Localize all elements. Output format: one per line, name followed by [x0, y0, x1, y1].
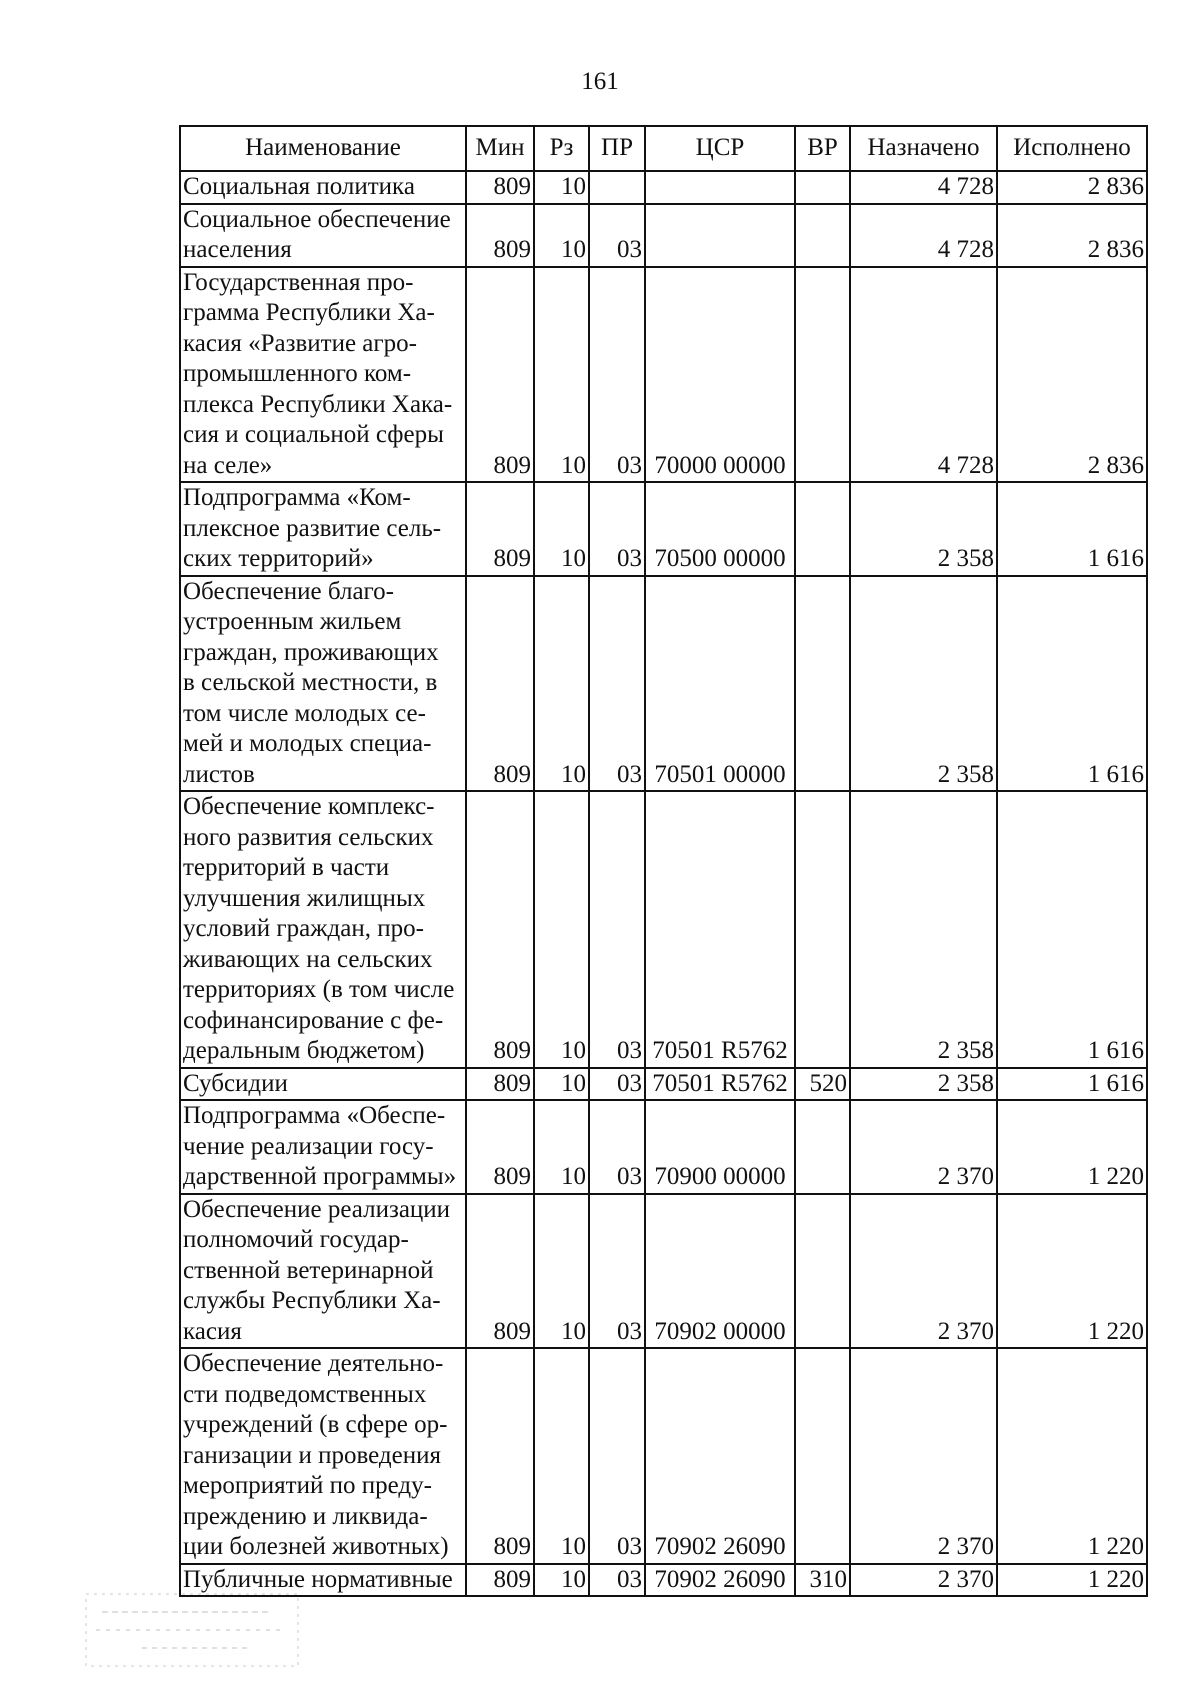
cell-min: 809 — [466, 204, 534, 267]
cell-rz: 10 — [534, 1100, 589, 1194]
cell-name-line: софинансирование с фе- — [183, 1006, 444, 1034]
table-body — [180, 171, 1147, 1596]
cell-name-line: на селе» — [183, 451, 273, 479]
cell-pr: 03 — [589, 576, 645, 792]
cell-name-line: условий граждан, про- — [183, 915, 424, 942]
cell-vr — [795, 482, 850, 576]
cell-rz: 10 — [534, 1348, 589, 1564]
cell-assigned: 2 358 — [850, 791, 997, 1068]
cell-executed: 1 220 — [997, 1100, 1147, 1194]
cell-executed: 2 836 — [997, 171, 1147, 204]
cell-name-line: том числе молодых се- — [183, 699, 426, 727]
cell-pr: 03 — [589, 1100, 645, 1194]
header-name: Наименование — [180, 126, 466, 171]
cell-rz: 10 — [534, 576, 589, 792]
table-row — [180, 576, 1147, 792]
cell-pr: 03 — [589, 791, 645, 1068]
cell-vr — [795, 171, 850, 204]
cell-name-line: касия — [183, 1317, 242, 1345]
header-executed: Исполнено — [997, 126, 1147, 171]
cell-name-line: живающих на сельских — [183, 945, 433, 973]
cell-min: 809 — [466, 1348, 534, 1564]
cell-name-line: грамма Республики Ха- — [183, 299, 435, 326]
cell-name-line: плексное развитие сель- — [183, 514, 442, 542]
cell-vr — [795, 1194, 850, 1349]
cell-rz: 10 — [534, 1564, 589, 1597]
cell-name-line: граждан, проживающих — [183, 638, 439, 666]
cell-name-line: Обеспечение комплекс- — [183, 793, 435, 820]
table-row — [180, 1348, 1147, 1564]
stamp-mark — [82, 1590, 302, 1670]
cell-name — [180, 576, 466, 792]
table-row — [180, 1564, 1147, 1597]
cell-name — [180, 267, 466, 483]
cell-rz: 10 — [534, 171, 589, 204]
cell-name-line: полномочий государ- — [183, 1226, 409, 1253]
cell-executed: 1 616 — [997, 1068, 1147, 1101]
cell-executed: 2 836 — [997, 204, 1147, 267]
cell-name-line: Обеспечение реализации — [183, 1195, 451, 1223]
table-row — [180, 482, 1147, 576]
cell-vr — [795, 576, 850, 792]
cell-min: 809 — [466, 482, 534, 576]
cell-executed: 2 836 — [997, 267, 1147, 483]
cell-name-line: Обеспечение деятельно- — [183, 1350, 444, 1377]
cell-name-line: ственной ветеринарной — [183, 1256, 434, 1284]
cell-name-line: листов — [183, 760, 255, 788]
cell-name-line: промышленного ком- — [183, 360, 412, 387]
cell-name-line: сия и социальной сферы — [183, 421, 444, 448]
cell-assigned: 4 728 — [850, 204, 997, 267]
cell-min: 809 — [466, 1564, 534, 1597]
cell-name-line: чение реализации госу- — [183, 1132, 434, 1160]
cell-name-line: ских территорий» — [183, 545, 374, 572]
cell-min: 809 — [466, 576, 534, 792]
cell-name — [180, 1100, 466, 1194]
cell-executed: 1 616 — [997, 791, 1147, 1068]
cell-vr — [795, 267, 850, 483]
header-rz: Рз — [534, 126, 589, 171]
header-vr: ВР — [795, 126, 850, 171]
budget-table — [179, 125, 1148, 1597]
cell-pr: 03 — [589, 482, 645, 576]
cell-csr: 70900 00000 — [645, 1100, 795, 1194]
header-min: Мин — [466, 126, 534, 171]
cell-name — [180, 1194, 466, 1349]
cell-assigned: 2 370 — [850, 1348, 997, 1564]
cell-vr: 310 — [795, 1564, 850, 1597]
cell-vr — [795, 204, 850, 267]
cell-name-line: ции болезней животных) — [183, 1533, 449, 1560]
cell-csr: 70501 R5762 — [645, 791, 795, 1068]
table-row — [180, 267, 1147, 483]
cell-name-line: в сельской местности, в — [183, 669, 438, 696]
table-row — [180, 1194, 1147, 1349]
cell-name-line: Подпрограмма «Ком- — [183, 484, 411, 511]
cell-name-line: улучшения жилищных — [183, 884, 426, 912]
cell-name-line: службы Республики Ха- — [183, 1287, 441, 1314]
cell-name-line: мей и молодых специа- — [183, 730, 432, 757]
cell-assigned: 2 358 — [850, 576, 997, 792]
cell-pr: 03 — [589, 1348, 645, 1564]
cell-name-line: Публичные нормативные — [183, 1565, 453, 1593]
cell-name-line: касия «Развитие агро- — [183, 329, 417, 357]
cell-executed: 1 616 — [997, 482, 1147, 576]
cell-pr: 03 — [589, 1068, 645, 1101]
cell-pr: 03 — [589, 1194, 645, 1349]
cell-vr — [795, 1348, 850, 1564]
cell-name — [180, 1348, 466, 1564]
cell-assigned: 2 358 — [850, 482, 997, 576]
cell-name — [180, 171, 466, 204]
cell-assigned: 4 728 — [850, 171, 997, 204]
cell-csr: 70902 00000 — [645, 1194, 795, 1349]
cell-name-line: Государственная про- — [183, 268, 414, 296]
cell-name — [180, 482, 466, 576]
table-row — [180, 171, 1147, 204]
cell-name-line: деральным бюджетом) — [183, 1037, 425, 1064]
cell-vr — [795, 791, 850, 1068]
cell-name-line: мероприятий по преду- — [183, 1472, 432, 1499]
cell-min: 809 — [466, 171, 534, 204]
cell-csr: 70000 00000 — [645, 267, 795, 483]
table-row — [180, 791, 1147, 1068]
cell-executed: 1 220 — [997, 1194, 1147, 1349]
cell-pr: 03 — [589, 204, 645, 267]
cell-vr: 520 — [795, 1068, 850, 1101]
cell-pr: 03 — [589, 1564, 645, 1597]
cell-rz: 10 — [534, 1068, 589, 1101]
cell-executed: 1 616 — [997, 576, 1147, 792]
cell-name-line: плекса Республики Хака- — [183, 390, 453, 418]
cell-rz: 10 — [534, 482, 589, 576]
cell-csr: 70501 00000 — [645, 576, 795, 792]
cell-name-line: дарственной программы» — [183, 1163, 457, 1190]
cell-assigned: 4 728 — [850, 267, 997, 483]
cell-name-line: Социальная политика — [183, 173, 415, 200]
cell-name-line: территориях (в том числе — [183, 976, 455, 1003]
header-csr: ЦСР — [645, 126, 795, 171]
cell-name-line: ганизации и проведения — [183, 1441, 441, 1469]
cell-assigned: 2 370 — [850, 1194, 997, 1349]
cell-rz: 10 — [534, 267, 589, 483]
cell-csr: 70500 00000 — [645, 482, 795, 576]
cell-rz: 10 — [534, 791, 589, 1068]
header-row — [180, 126, 1147, 171]
cell-min: 809 — [466, 1194, 534, 1349]
cell-min: 809 — [466, 1100, 534, 1194]
cell-name-line: преждению и ликвида- — [183, 1502, 428, 1530]
header-pr: ПР — [589, 126, 645, 171]
cell-name-line: ного развития сельских — [183, 823, 434, 851]
cell-csr: 70501 R5762 — [645, 1068, 795, 1101]
cell-min: 809 — [466, 791, 534, 1068]
cell-rz: 10 — [534, 1194, 589, 1349]
cell-min: 809 — [466, 1068, 534, 1101]
cell-pr — [589, 171, 645, 204]
cell-csr: 70902 26090 — [645, 1348, 795, 1564]
cell-csr — [645, 204, 795, 267]
cell-name-line: сти подведомственных — [183, 1380, 427, 1408]
table-row — [180, 1100, 1147, 1194]
cell-assigned: 2 358 — [850, 1068, 997, 1101]
page-number: 161 — [581, 68, 619, 95]
cell-name-line: учреждений (в сфере ор- — [183, 1411, 448, 1438]
cell-min: 809 — [466, 267, 534, 483]
table-row — [180, 1068, 1147, 1101]
cell-csr: 70902 26090 — [645, 1564, 795, 1597]
cell-csr — [645, 171, 795, 204]
cell-vr — [795, 1100, 850, 1194]
cell-name-line: Обеспечение благо- — [183, 577, 395, 605]
cell-name-line: устроенным жильем — [183, 608, 402, 635]
cell-executed: 1 220 — [997, 1564, 1147, 1597]
table-row — [180, 204, 1147, 267]
cell-name-line: населения — [183, 236, 292, 263]
cell-rz: 10 — [534, 204, 589, 267]
cell-pr: 03 — [589, 267, 645, 483]
cell-name-line: Подпрограмма «Обеспе- — [183, 1102, 446, 1129]
cell-assigned: 2 370 — [850, 1564, 997, 1597]
cell-name — [180, 204, 466, 267]
cell-name-line: Субсидии — [183, 1069, 288, 1097]
header-assigned: Назначено — [850, 126, 997, 171]
cell-name-line: территорий в части — [183, 854, 390, 881]
cell-name — [180, 791, 466, 1068]
cell-assigned: 2 370 — [850, 1100, 997, 1194]
cell-name — [180, 1068, 466, 1101]
cell-executed: 1 220 — [997, 1348, 1147, 1564]
cell-name-line: Социальное обеспечение — [183, 205, 451, 233]
